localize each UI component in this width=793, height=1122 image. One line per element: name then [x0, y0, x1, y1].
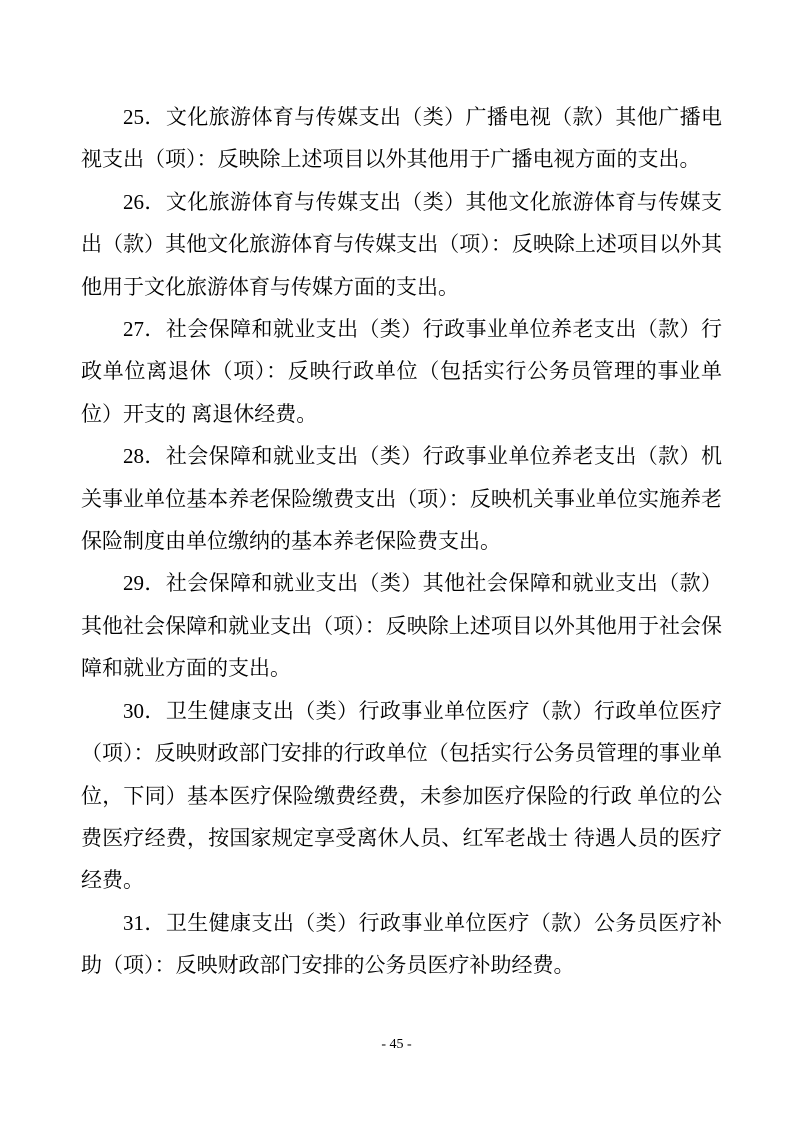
document-body: [81, 96, 722, 987]
paragraph-28: 28．社会保障和就业支出（类）行政事业单位养老支出（款）机关事业单位基本养老保险缴费支出（项）：反映机关事业单位实施养老保险制度由单位缴纳的基本养老保险费支出。: [81, 444, 722, 554]
paragraph-25: 25．文化旅游体育与传媒支出（类）广播电视（款）其他广播电视支出（项）：反映除上述项目以外其他用于广播电视方面的支出。: [81, 105, 722, 172]
paragraph-26: 26．文化旅游体育与传媒支出（类）其他文化旅游体育与传媒支出（款）其他文化旅游体育与传媒支出（项）：反映除上述项目以外其他用于文化旅游体育与传媒方面的支出。: [81, 189, 722, 299]
page-number: - 45 -: [381, 1037, 412, 1052]
paragraph-29: 29．社会保障和就业支出（类）其他社会保障和就业支出（款）其他社会保障和就业支出（项）：反映除上述项目以外其他用于社会保障和就业方面的支出。: [81, 571, 722, 681]
paragraph-30: 30．卫生健康支出（类）行政事业单位医疗（款）行政单位医疗（项）：反映财政部门安排的行政单位（包括实行公务员管理的事业单位，下同）基本医疗保险缴费经费，未参加医疗保险的行政 单位的公费医疗经费，按国家规定享受离休人员、红军老战士 待遇人员的医疗经费。: [81, 698, 722, 893]
paragraph-31: 31．卫生健康支出（类）行政事业单位医疗（款）公务员医疗补助（项）：反映财政部门安排的公务员医疗补助经费。: [81, 910, 722, 978]
paragraph-27: 27．社会保障和就业支出（类）行政事业单位养老支出（款）行政单位离退休（项）：反映行政单位（包括实行公务员管理的事业单位）开支的 离退休经费。: [81, 317, 722, 426]
